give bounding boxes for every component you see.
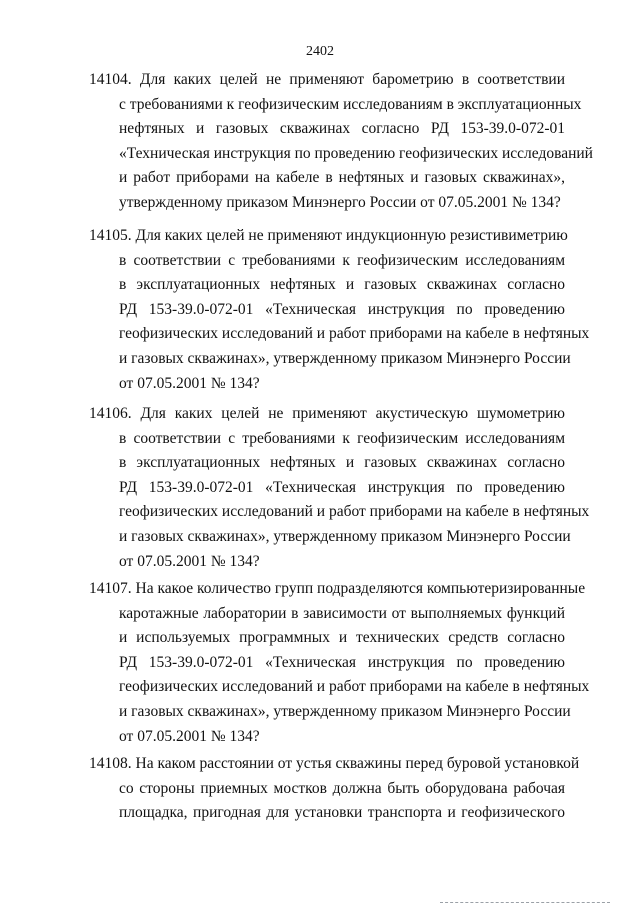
question-line: 14104. Для каких целей не применяют барометрию в соответствии: [89, 71, 565, 88]
question-line: РД 153-39.0-072-01 «Техническая инструкция по проведению: [119, 300, 565, 318]
question-line: от 07.05.2001 № 134?: [119, 727, 260, 745]
question-line: утвержденному приказом Минэнерго России от 07.05.2001 № 134?: [119, 193, 561, 211]
question-line: «Техническая инструкция по проведению геофизических исследований: [119, 144, 593, 162]
question-line: 14105. Для каких целей не применяют индукционную резистивиметрию: [89, 227, 568, 244]
question-14108: [89, 752, 580, 826]
question-line: и используемых программных и технических средств согласно: [119, 629, 565, 647]
question-14105: [89, 224, 590, 396]
question-line: нефтяных и газовых скважинах согласно РД 153-39.0-072-01: [119, 120, 565, 138]
question-line: с требованиями к геофизическим исследованиям в эксплуатационных: [119, 95, 582, 113]
question-line: от 07.05.2001 № 134?: [119, 552, 260, 570]
question-line: от 07.05.2001 № 134?: [119, 374, 260, 392]
page-number: 2402: [306, 44, 334, 59]
question-line: площадка, пригодная для установки транспорта и геофизического: [119, 804, 565, 822]
question-line: геофизических исследований и работ приборами на кабеле в нефтяных: [119, 503, 590, 521]
question-line: 14107. На какое количество групп подразделяются компьютеризированные: [89, 580, 586, 597]
question-line: и газовых скважинах», утвержденному приказом Минэнерго России: [119, 527, 571, 545]
question-line: и газовых скважинах», утвержденному приказом Минэнерго России: [119, 349, 571, 367]
question-line: РД 153-39.0-072-01 «Техническая инструкция по проведению: [119, 478, 565, 496]
question-14106: [89, 402, 590, 574]
question-line: в эксплуатационных нефтяных и газовых скважинах согласно: [119, 276, 565, 294]
question-14104: [89, 68, 593, 216]
question-line: в соответствии с требованиями к геофизическим исследованиям: [119, 429, 565, 447]
question-line: в соответствии с требованиями к геофизическим исследованиям: [119, 251, 565, 269]
scan-edge-mark: [440, 902, 610, 903]
question-line: каротажные лаборатории в зависимости от выполняемых функций: [119, 604, 565, 622]
question-line: РД 153-39.0-072-01 «Техническая инструкция по проведению: [119, 653, 565, 671]
question-line: со стороны приемных мостков должна быть оборудована рабочая: [119, 779, 565, 797]
question-line: 14106. Для каких целей не применяют акустическую шумометрию: [89, 405, 565, 422]
question-line: геофизических исследований и работ приборами на кабеле в нефтяных: [119, 678, 590, 696]
question-line: в эксплуатационных нефтяных и газовых скважинах согласно: [119, 454, 565, 472]
question-line: и газовых скважинах», утвержденному приказом Минэнерго России: [119, 702, 571, 720]
question-line: геофизических исследований и работ приборами на кабеле в нефтяных: [119, 325, 590, 343]
question-line: 14108. На каком расстоянии от устья скважины перед буровой установкой: [89, 755, 580, 772]
question-line: и работ приборами на кабеле в нефтяных и газовых скважинах»,: [119, 169, 565, 187]
question-14107: [89, 577, 590, 749]
